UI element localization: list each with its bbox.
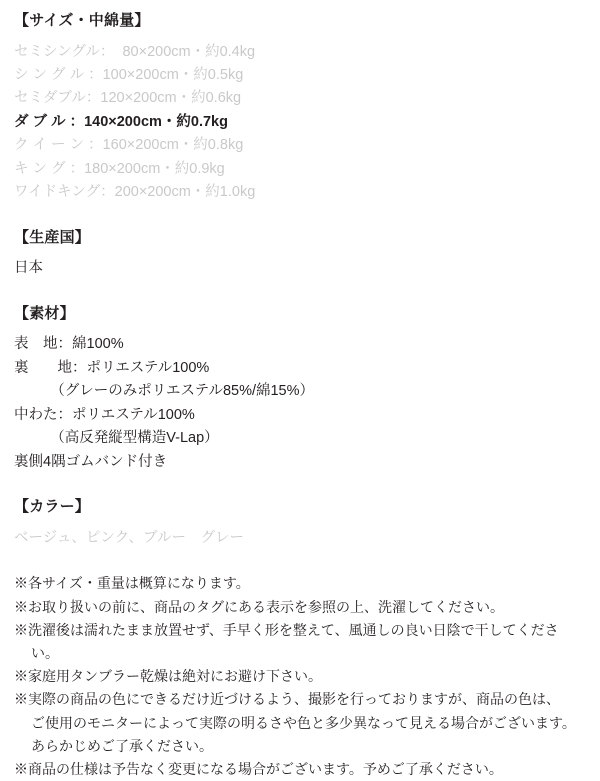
- origin-value: 日本: [14, 260, 43, 277]
- note-item: ※洗濯後は濡れたまま放置せず、手早く形を整えて、風通しの良い日陰で干してください。: [14, 621, 559, 661]
- note-item: ※家庭用タンブラー乾燥は絶対にお避け下さい。: [14, 668, 322, 685]
- size-section-heading: 【サイズ・中綿量】: [14, 12, 150, 29]
- spacer: [14, 550, 586, 572]
- note-item: ※各サイズ・重量は概算になります。: [14, 575, 250, 592]
- spacer: [14, 33, 586, 41]
- material-row-back: 裏 地：ポリエステル100%: [14, 359, 210, 376]
- note-item: ※お取り扱いの前に、商品のタグにある表示を参照の上、洗濯してください。: [14, 598, 504, 615]
- size-row-single: シ ン グ ル ：100×200cm・約0.5kg: [14, 66, 244, 83]
- material-section: [14, 303, 586, 474]
- note-item-continuation: あらかじめご了承ください。: [31, 737, 213, 754]
- size-row-wide-king: ワイドキング：200×200cm・約1.0kg: [14, 184, 256, 201]
- material-row-face: 表 地：綿100%: [14, 336, 124, 353]
- color-values: ベージュ、ピンク、ブルー グレー: [14, 529, 244, 546]
- material-row-filling-note: （高反発縦型構造V-Lap）: [14, 430, 219, 447]
- spacer: [14, 281, 586, 303]
- spacer: [14, 474, 586, 496]
- color-section: [14, 496, 586, 550]
- spacer: [14, 519, 586, 527]
- size-row-king: キ ン グ ：180×200cm・約0.9kg: [14, 160, 225, 177]
- material-row-back-note: （グレーのみポリエステル85%/綿15%）: [14, 383, 315, 400]
- size-row-semi-single: セミシングル： 80×200cm・約0.4kg: [14, 43, 256, 60]
- origin-section-heading: 【生産国】: [14, 228, 91, 246]
- spacer: [14, 249, 586, 257]
- note-item: ※実際の商品の色にできるだけ近づけるよう、撮影を行っておりますが、商品の色は、: [14, 691, 560, 708]
- spacer: [14, 205, 586, 227]
- size-section: [14, 10, 586, 205]
- material-section-heading: 【素材】: [14, 304, 75, 322]
- color-section-heading: 【カラー】: [14, 498, 91, 516]
- size-row-queen: ク イ ー ン ：160×200cm・約0.8kg: [14, 137, 244, 154]
- material-row-filling: 中わた：ポリエステル100%: [14, 406, 195, 423]
- material-row-bands: 裏側4隅ゴムバンド付き: [14, 453, 168, 470]
- note-item-continuation: ご使用のモニターによって実際の明るさや色と多少異なって見える場合がございます。: [31, 714, 576, 731]
- spacer: [14, 325, 586, 333]
- note-item: ※商品の仕様は予告なく変更になる場合がございます。予めご了承ください。: [14, 761, 503, 778]
- notes-section: [14, 572, 586, 781]
- size-row-semi-double: セミダブル：120×200cm・約0.6kg: [14, 90, 242, 107]
- origin-section: [14, 227, 586, 281]
- size-row-double: ダ ブ ル ：140×200cm・約0.7kg: [14, 113, 228, 130]
